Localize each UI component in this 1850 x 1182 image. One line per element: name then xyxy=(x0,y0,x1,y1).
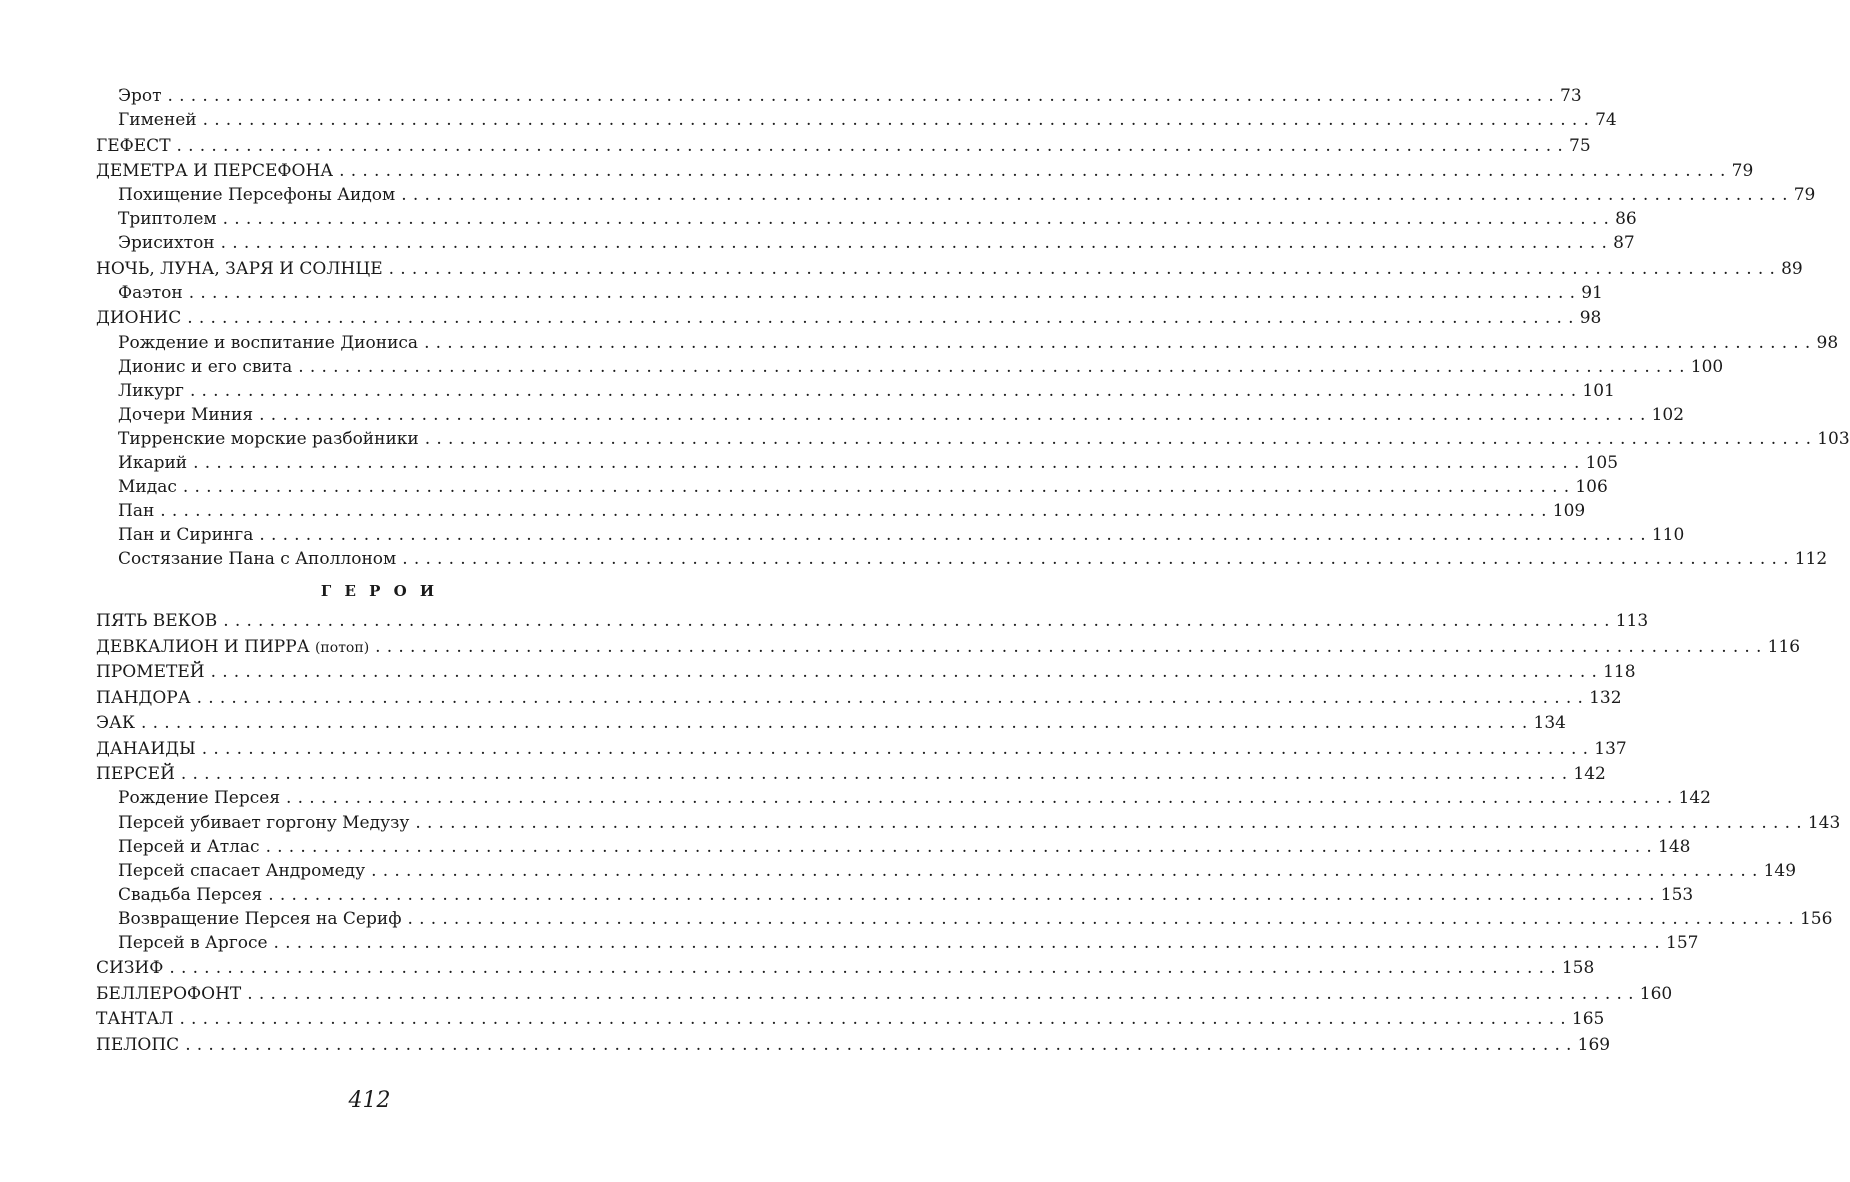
dot-leader: ........................................................................................................................ xyxy=(223,611,1616,632)
toc-subchapter-entry xyxy=(96,355,1724,379)
toc-entry-page: 132 xyxy=(1589,687,1622,708)
toc-entry-title xyxy=(118,84,162,108)
toc-entry-title xyxy=(118,451,187,475)
dot-leader: ........................................................................................................................ xyxy=(247,983,1640,1004)
toc-entry-title-text: Персей убивает горгону Медузу xyxy=(118,812,410,833)
dot-leader: ........................................................................................................................ xyxy=(188,282,1582,303)
toc-entry-title xyxy=(118,475,177,499)
toc-chapter-entry xyxy=(96,635,1801,659)
toc-entry-title xyxy=(118,403,253,427)
toc-entry-page: 74 xyxy=(1595,110,1617,131)
toc-subchapter-entry xyxy=(96,331,1839,355)
dot-leader: ........................................................................................................................ xyxy=(401,185,1794,206)
toc-part-gods xyxy=(96,84,1850,571)
toc-entry-title xyxy=(96,762,175,786)
dot-leader: ........................................................................................................................ xyxy=(196,687,1590,708)
dot-leader: ........................................................................................................................ xyxy=(407,908,1800,929)
toc-entry-title-text: ПАНДОРА xyxy=(96,687,191,708)
toc-entry-title-text: ДЕМЕТРА И ПЕРСЕФОНА xyxy=(96,161,334,182)
dot-leader: ........................................................................................................................ xyxy=(265,836,1659,857)
toc-entry-title xyxy=(96,686,191,710)
toc-entry-title-text: ГЕФЕСТ xyxy=(96,135,171,156)
toc-entry-page: 116 xyxy=(1767,636,1801,657)
toc-chapter-entry xyxy=(96,660,1636,684)
toc-entry-title xyxy=(118,231,215,255)
toc-entry-title xyxy=(96,306,181,330)
toc-entry-title xyxy=(96,635,369,660)
toc-entry-title-text: Эрот xyxy=(118,86,162,106)
toc-entry-title-text: ЭАК xyxy=(96,713,136,734)
toc-entry-title xyxy=(118,183,395,207)
toc-subchapter-entry xyxy=(96,108,1617,132)
toc-entry-page: 148 xyxy=(1658,836,1691,857)
toc-entry-title-text: Дочери Миния xyxy=(118,404,254,425)
toc-entry-title-text: Дионис и его свита xyxy=(118,356,293,377)
toc-chapter-entry xyxy=(96,159,1754,183)
toc-entry-title xyxy=(118,786,280,810)
toc-entry-title-text: ТАНТАЛ xyxy=(96,1009,174,1030)
dot-leader: ........................................................................................................................ xyxy=(160,501,1553,522)
toc-entry-page: 137 xyxy=(1594,738,1627,759)
toc-entry-page: 109 xyxy=(1552,501,1586,522)
dot-leader: ........................................................................................................................ xyxy=(141,713,1534,734)
toc-chapter-entry xyxy=(96,711,1566,735)
toc-chapter-entry xyxy=(96,762,1606,786)
toc-entry-page: 142 xyxy=(1678,788,1711,809)
toc-entry-title xyxy=(118,427,419,451)
toc-entry-page: 113 xyxy=(1615,611,1649,632)
toc-entry-page: 106 xyxy=(1575,477,1608,498)
toc-entry-title-text: Триптолем xyxy=(118,209,217,230)
toc-entry-title xyxy=(96,159,333,183)
dot-leader: ........................................................................................................................ xyxy=(339,161,1732,182)
toc-entry-title-text: СИЗИФ xyxy=(96,958,164,979)
dot-leader: ........................................................................................................................ xyxy=(259,404,1652,425)
toc-entry-title xyxy=(118,859,365,883)
dot-leader: ........................................................................................................................ xyxy=(169,958,1562,979)
dot-leader: ........................................................................................................................ xyxy=(424,428,1818,449)
toc-entry-title xyxy=(96,711,135,735)
dot-leader: ........................................................................................................................ xyxy=(402,549,1795,570)
section-heading-heroes: Г Е Р О И xyxy=(320,582,439,601)
toc-entry-page: 100 xyxy=(1690,356,1724,377)
toc-subchapter-entry xyxy=(96,475,1608,499)
toc-subchapter-entry xyxy=(96,183,1816,207)
toc-subchapter-entry xyxy=(96,547,1828,571)
toc-entry-title xyxy=(96,257,383,281)
toc-entry-page: 153 xyxy=(1660,884,1694,905)
toc-subchapter-entry xyxy=(96,281,1603,305)
toc-entry-title xyxy=(96,1033,179,1057)
toc-entry-title xyxy=(96,1007,173,1031)
dot-leader: ........................................................................................................................ xyxy=(179,1009,1572,1030)
toc-entry-title xyxy=(118,281,183,305)
toc-entry-title-text: Персей в Аргосе xyxy=(118,933,268,953)
toc-entry-title xyxy=(96,609,217,633)
toc-entry-title xyxy=(118,108,197,132)
toc-entry-page: 110 xyxy=(1651,525,1685,546)
toc-entry-page: 103 xyxy=(1817,428,1850,449)
dot-leader: ........................................................................................................................ xyxy=(415,812,1808,833)
toc-entry-page: 105 xyxy=(1585,452,1619,473)
toc-entry-title-text: Похищение Персефоны Аидом xyxy=(118,185,396,206)
toc-entry-title xyxy=(118,931,268,955)
toc-entry-title xyxy=(118,883,262,907)
toc-entry-title-text: ПРОМЕТЕЙ xyxy=(96,662,205,683)
toc-entry-title-text: ДАНАИДЫ xyxy=(96,738,196,759)
toc-entry-page: 143 xyxy=(1807,812,1841,833)
toc-entry-page: 79 xyxy=(1731,161,1754,182)
toc-subchapter-entry xyxy=(96,451,1619,475)
toc-entry-page: 101 xyxy=(1582,380,1615,401)
dot-leader: ........................................................................................................................ xyxy=(259,525,1652,546)
toc-subchapter-entry xyxy=(96,84,1582,108)
toc-entry-title xyxy=(118,835,260,859)
toc-subchapter-entry xyxy=(96,786,1711,810)
toc-subchapter-entry xyxy=(96,931,1699,955)
dot-leader: ........................................................................................................................ xyxy=(202,110,1596,131)
toc-entry-title-text: Фаэтон xyxy=(118,282,183,303)
toc-entry-page: 149 xyxy=(1763,860,1797,881)
dot-leader: ........................................................................................................................ xyxy=(167,86,1560,106)
toc-entry-page: 158 xyxy=(1561,958,1595,979)
toc-part-heroes xyxy=(96,609,1841,1057)
toc-entry-page: 102 xyxy=(1651,404,1685,425)
toc-subchapter-entry xyxy=(96,883,1694,907)
toc-entry-title-text: Персей и Атлас xyxy=(118,836,260,857)
toc-entry-title-text: Рождение Персея xyxy=(118,788,281,809)
toc-subchapter-entry xyxy=(96,427,1850,451)
toc-entry-title-text: Пан и Сиринга xyxy=(118,525,254,546)
toc-entry-title-text: НОЧЬ, ЛУНА, ЗАРЯ И СОЛНЦЕ xyxy=(96,258,383,279)
toc-entry-page: 79 xyxy=(1793,185,1816,206)
toc-entry-title xyxy=(118,379,184,403)
toc-entry-title-text: БЕЛЛЕРОФОНТ xyxy=(96,983,242,1004)
toc-entry-page: 142 xyxy=(1573,764,1606,785)
dot-leader: ........................................................................................................................ xyxy=(424,332,1817,353)
toc-entry-page: 118 xyxy=(1603,662,1636,683)
toc-subchapter-entry xyxy=(96,231,1635,255)
toc-entry-page: 87 xyxy=(1613,233,1635,254)
toc-chapter-entry xyxy=(96,1007,1605,1031)
dot-leader: ........................................................................................................................ xyxy=(182,477,1576,498)
toc-subchapter-entry xyxy=(96,859,1797,883)
dot-leader: ........................................................................................................................ xyxy=(185,1034,1578,1055)
dot-leader: ........................................................................................................................ xyxy=(210,662,1604,683)
toc-entry-title xyxy=(118,499,154,523)
toc-chapter-entry xyxy=(96,956,1595,980)
toc-entry-title-text: Тирренские морские разбойники xyxy=(118,428,419,449)
toc-entry-title-text: ДИОНИС xyxy=(96,308,182,329)
toc-entry-title xyxy=(118,355,292,379)
toc-entry-title-text: Свадьба Персея xyxy=(118,884,263,905)
dot-leader: ........................................................................................................................ xyxy=(193,452,1586,473)
toc-entry-note: (потоп) xyxy=(314,639,370,656)
toc-chapter-entry xyxy=(96,609,1649,633)
toc-chapter-entry xyxy=(96,134,1591,158)
dot-leader: ........................................................................................................................ xyxy=(187,308,1580,329)
toc-subchapter-entry xyxy=(96,523,1685,547)
table-of-contents xyxy=(96,84,1850,1057)
toc-entry-title-text: ПЕЛОПС xyxy=(96,1034,180,1055)
toc-entry-title xyxy=(118,207,217,231)
toc-entry-title-text: Состязание Пана с Аполлоном xyxy=(118,549,397,570)
dot-leader: ........................................................................................................................ xyxy=(268,884,1661,905)
toc-entry-page: 134 xyxy=(1533,713,1566,734)
toc-entry-title xyxy=(118,523,253,547)
toc-entry-title xyxy=(118,547,396,571)
toc-chapter-entry xyxy=(96,686,1622,710)
dot-leader: ........................................................................................................................ xyxy=(201,738,1595,759)
toc-entry-page: 160 xyxy=(1639,983,1673,1004)
dot-leader: ........................................................................................................................ xyxy=(222,209,1616,230)
toc-entry-page: 75 xyxy=(1569,135,1591,156)
toc-entry-title xyxy=(118,811,409,835)
toc-chapter-entry xyxy=(96,737,1627,761)
toc-subchapter-entry xyxy=(96,403,1685,427)
toc-entry-page: 157 xyxy=(1666,933,1699,953)
dot-leader: ........................................................................................................................ xyxy=(286,788,1679,809)
toc-subchapter-entry xyxy=(96,835,1691,859)
toc-entry-page: 86 xyxy=(1615,209,1637,230)
dot-leader: ........................................................................................................................ xyxy=(220,233,1614,254)
toc-subchapter-entry xyxy=(96,907,1833,931)
toc-entry-page: 156 xyxy=(1799,908,1833,929)
toc-entry-page: 112 xyxy=(1794,549,1828,570)
toc-chapter-entry xyxy=(96,1033,1611,1057)
toc-entry-page: 89 xyxy=(1781,258,1803,279)
toc-subchapter-entry xyxy=(96,499,1586,523)
toc-entry-page: 98 xyxy=(1816,332,1839,353)
toc-entry-page: 73 xyxy=(1560,86,1582,106)
toc-entry-title-text: Рождение и воспитание Диониса xyxy=(118,332,419,353)
toc-entry-title-text: Гименей xyxy=(118,110,197,131)
toc-entry-title-text: ПЯТЬ ВЕКОВ xyxy=(96,611,218,632)
toc-entry-page: 91 xyxy=(1581,282,1603,303)
toc-entry-page: 169 xyxy=(1577,1034,1611,1055)
toc-subchapter-entry xyxy=(96,379,1615,403)
toc-entry-title xyxy=(118,331,418,355)
toc-entry-title-text: Возвращение Персея на Сериф xyxy=(118,908,402,929)
dot-leader: ........................................................................................................................ xyxy=(180,764,1574,785)
toc-subchapter-entry xyxy=(96,207,1637,231)
toc-entry-title-text: ПЕРСЕЙ xyxy=(96,764,175,785)
dot-leader: ........................................................................................................................ xyxy=(375,636,1768,657)
toc-entry-title xyxy=(96,737,196,761)
page-number: 412 xyxy=(348,1088,391,1113)
toc-chapter-entry xyxy=(96,306,1602,330)
toc-chapter-entry xyxy=(96,257,1803,281)
toc-entry-title xyxy=(118,907,402,931)
toc-entry-title xyxy=(96,956,163,980)
toc-entry-page: 165 xyxy=(1571,1009,1605,1030)
toc-entry-title-text: Ликург xyxy=(118,380,184,401)
toc-entry-title-text: ДЕВКАЛИОН И ПИРРА xyxy=(96,636,310,657)
toc-entry-page: 98 xyxy=(1579,308,1602,329)
toc-entry-title-text: Мидас xyxy=(118,477,177,498)
toc-entry-title xyxy=(96,134,171,158)
dot-leader: ........................................................................................................................ xyxy=(298,356,1691,377)
toc-entry-title-text: Икарий xyxy=(118,452,188,473)
toc-entry-title xyxy=(96,982,241,1006)
dot-leader: ........................................................................................................................ xyxy=(176,135,1570,156)
toc-entry-title-text: Пан xyxy=(118,501,155,522)
dot-leader: ........................................................................................................................ xyxy=(189,380,1583,401)
dot-leader: ........................................................................................................................ xyxy=(273,933,1667,953)
dot-leader: ........................................................................................................................ xyxy=(388,258,1782,279)
toc-subchapter-entry xyxy=(96,811,1841,835)
toc-entry-title-text: Эрисихтон xyxy=(118,233,215,254)
dot-leader: ........................................................................................................................ xyxy=(371,860,1764,881)
toc-entry-title xyxy=(96,660,205,684)
toc-entry-title-text: Персей спасает Андромеду xyxy=(118,860,366,881)
toc-chapter-entry xyxy=(96,982,1673,1006)
